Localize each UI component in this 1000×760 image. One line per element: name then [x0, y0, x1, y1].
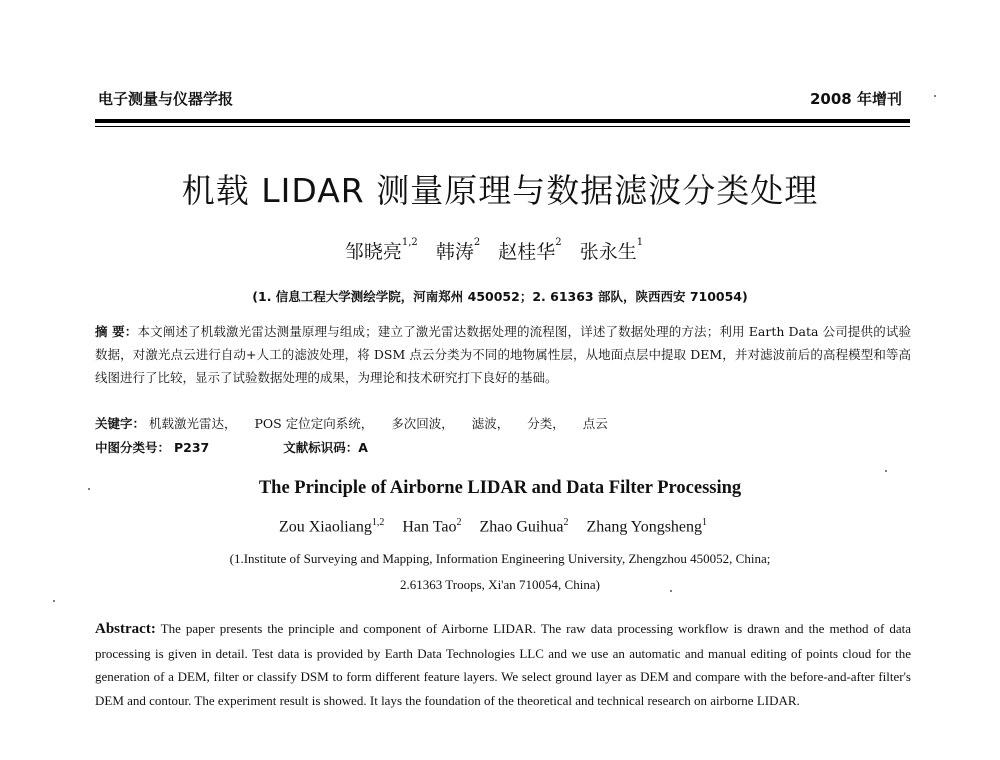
- author-affil-sup: 1: [702, 517, 708, 528]
- abstract-label: 摘 要：: [95, 324, 138, 339]
- issue-info: 2008 年增刊: [810, 90, 902, 108]
- author-name: Zou Xiaoliang: [278, 518, 372, 536]
- chinese-affiliation: (1. 信息工程大学测绘学院，河南郑州 450052；2. 61363 部队，陕西西安 710054): [252, 289, 748, 304]
- scan-speck: [934, 95, 936, 97]
- author-name: Zhao Guihua: [479, 518, 564, 536]
- clc-value: P237: [174, 440, 210, 455]
- author-name: 赵桂华: [498, 241, 556, 263]
- header-rule-thin: [95, 126, 910, 127]
- author-affil-sup: 1,2: [371, 517, 385, 528]
- doc-code-label: 文献标识码：: [283, 440, 359, 455]
- chinese-abstract: [95, 320, 911, 389]
- journal-name: 电子测量与仪器学报: [98, 90, 234, 108]
- clc-label: 中图分类号：: [95, 440, 171, 455]
- author-affil-sup: 1,2: [401, 237, 418, 248]
- author-affil-sup: 2: [555, 237, 562, 248]
- keyword: 点云: [582, 416, 608, 431]
- english-affiliation-line-2: 2.61363 Troops, Xi'an 710054, China): [400, 577, 600, 592]
- chinese-authors: [0, 237, 1000, 264]
- keyword: 多次回波，: [391, 416, 454, 431]
- scan-speck: [885, 470, 887, 472]
- author-affil-sup: 2: [456, 517, 462, 528]
- author-name: Han Tao: [402, 518, 457, 536]
- author-affil-sup: 2: [473, 237, 481, 248]
- keyword: 分类，: [527, 416, 565, 431]
- keyword: 机载激光雷达，: [149, 416, 237, 431]
- keywords-label: 关键字：: [95, 416, 146, 431]
- abstract-text: The paper presents the principle and component of Airborne LIDAR. The raw data processing workflow is drawn and the method of data processing is given in detail. Test data is provided by Earth Data Technologies LLC and we use an automatic and manual editing of points cloud for the generation of a DEM, filter or classify DSM to form different feature layers. We select ground layer as DEM and compare with the before-and-after filter's DEM and contour. The experiment result is showed. It lays the foundation of the theoretical and technical research on airborne LIDAR.: [95, 621, 911, 708]
- scan-speck: [88, 488, 90, 490]
- author-name: Zhang Yongsheng: [586, 518, 703, 536]
- author-name: 张永生: [579, 241, 637, 263]
- keyword: POS 定位定向系统，: [254, 416, 374, 431]
- english-authors: [0, 517, 1000, 536]
- keyword: 滤波，: [471, 416, 510, 431]
- chinese-title: 机载 LIDAR 测量原理与数据滤波分类处理: [181, 171, 819, 210]
- english-title: The Principle of Airborne LIDAR and Data Filter Processing: [258, 478, 742, 498]
- scan-speck: [53, 600, 55, 602]
- author-affil-sup: 2: [563, 517, 569, 528]
- abstract-label: Abstract:: [95, 621, 156, 637]
- author-name: 韩涛: [435, 241, 474, 263]
- chinese-keywords: [95, 412, 911, 435]
- english-abstract: [95, 617, 911, 712]
- english-affiliation-line-1: (1.Institute of Surveying and Mapping, Information Engineering University, Zhengzhou 450052, China;: [229, 551, 771, 566]
- abstract-text: 本文阐述了机载激光雷达测量原理与组成；建立了激光雷达数据处理的流程图，详述了数据处理的方法；利用 Earth Data 公司提供的试验数据，对激光点云进行自动+人工的滤波处理，将 DSM 点云分类为不同的地物属性层，从地面点层中提取 DEM，并对滤波前后的高程模型和等高线图进行了比较，显示了试验数据处理的成果，为理论和技术研究打下良好的基础。: [95, 324, 911, 385]
- scan-speck: [670, 590, 672, 592]
- classification-line: [95, 436, 911, 459]
- header-rule-thick: [95, 119, 910, 123]
- doc-code-value: A: [358, 440, 368, 455]
- author-affil-sup: 1: [636, 237, 644, 248]
- author-name: 邹晓亮: [344, 241, 402, 263]
